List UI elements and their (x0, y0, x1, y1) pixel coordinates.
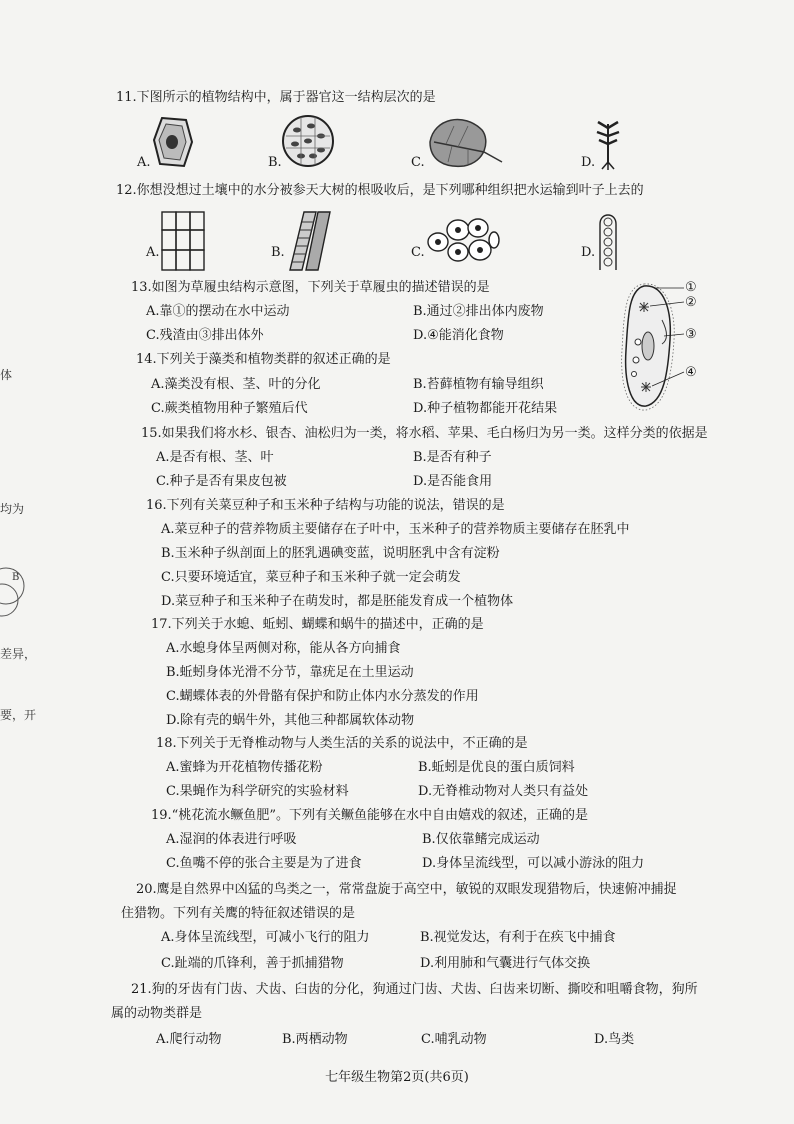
q13-option-c: C.残渣由③排出体外 (146, 328, 264, 343)
edge-fragment: 要，开 (0, 708, 37, 722)
q16-option-b: B.玉米种子纵剖面上的胚乳遇碘变蓝，说明胚乳中含有淀粉 (161, 546, 500, 561)
q21-option-b: B.两栖动物 (282, 1032, 348, 1047)
question-19-stem: 19.“桃花流水鳜鱼肥”。下列有关鳜鱼能够在水中自由嬉戏的叙述，正确的是 (151, 808, 588, 823)
epidermal-cells-figure (424, 212, 500, 268)
q13-option-d: D.④能消化食物 (413, 328, 504, 343)
q15-option-c: C.种子是否有果皮包被 (156, 474, 287, 489)
question-14-stem: 14.下列关于藻类和植物类群的叙述正确的是 (136, 352, 391, 367)
q11-option-b-label: B. (268, 155, 282, 170)
q16-option-a: A.菜豆种子的营养物质主要储存在子叶中，玉米种子的营养物质主要储存在胚乳中 (161, 522, 630, 537)
parenchyma-tissue-figure (160, 210, 206, 272)
question-12-stem: 12.你想没想过土壤中的水分被参天大树的根吸收后，是下列哪种组织把水运输到叶子上去的 (116, 183, 644, 198)
paramecium-callout-4: ④ (685, 365, 697, 380)
question-15-stem: 15.如果我们将水杉、银杏、油松归为一类，将水稻、苹果、毛白杨归为另一类。这样分类的依据是 (141, 426, 708, 441)
paramecium-figure (614, 280, 694, 412)
q19-option-c: C.鱼嘴不停的张合主要是为了进食 (166, 856, 362, 871)
q15-option-a: A.是否有根、茎、叶 (156, 450, 274, 465)
edge-fragment: 差异， (0, 647, 37, 661)
q16-option-d: D.菜豆种子和玉米种子在萌发时，都是胚能发育成一个植物体 (161, 594, 514, 609)
q19-option-d: D.身体呈流线型，可以减小游泳的阻力 (422, 856, 645, 871)
question-20-stem-line-1: 20.鹰是自然界中凶猛的鸟类之一，常常盘旋于高空中，敏锐的双眼发现猎物后，快速俯冲捕捉 (136, 882, 677, 897)
q15-option-d: D.是否能食用 (413, 474, 493, 489)
q19-option-a: A.湿润的体表进行呼吸 (166, 832, 297, 847)
q21-option-c: C.哺乳动物 (421, 1032, 487, 1047)
edge-fragment: 均为 (0, 502, 25, 516)
q15-option-b: B.是否有种子 (413, 450, 492, 465)
q14-option-a: A.藻类没有根、茎、叶的分化 (151, 377, 321, 392)
venn-fragment-figure (0, 562, 34, 618)
q13-option-b: B.通过②排出体内废物 (413, 304, 544, 319)
q19-option-b: B.仅依靠鳍完成运动 (422, 832, 540, 847)
question-16-stem: 16.下列有关菜豆种子和玉米种子结构与功能的说法，错误的是 (146, 498, 505, 513)
vessel-tissue-figure (286, 210, 332, 272)
leaf-figure (424, 112, 504, 170)
q20-option-c: C.趾端的爪锋利，善于抓捕猎物 (161, 956, 344, 971)
meristem-tissue-figure (596, 210, 620, 272)
question-21-stem-line-1: 21.狗的牙齿有门齿、犬齿、臼齿的分化，狗通过门齿、犬齿、臼齿来切断、撕咬和咀嚼食物，狗所 (131, 982, 698, 997)
q18-option-c: C.果蝇作为科学研究的实验材料 (166, 784, 349, 799)
question-11-stem: 11.下图所示的植物结构中，属于器官这一结构层次的是 (116, 90, 436, 105)
edge-fragment: B (12, 572, 20, 583)
edge-fragment: 体 (0, 368, 13, 382)
q11-option-d-label: D. (581, 155, 596, 170)
q21-option-a: A.爬行动物 (156, 1032, 222, 1047)
question-18-stem: 18.下列关于无脊椎动物与人类生活的关系的说法中，不正确的是 (156, 736, 528, 751)
whole-plant-figure (594, 114, 622, 170)
q12-option-a-label: A. (146, 245, 160, 260)
question-17-stem: 17.下列关于水螅、蚯蚓、蝴蝶和蜗牛的描述中，正确的是 (151, 617, 484, 632)
page-footer: 七年级生物第2页(共6页) (325, 1070, 469, 1085)
paramecium-callout-2: ② (685, 295, 697, 310)
q11-option-a-label: A. (137, 155, 151, 170)
q18-option-d: D.无脊椎动物对人类只有益处 (418, 784, 589, 799)
tissue-cells-figure (281, 114, 335, 168)
paramecium-callout-3: ③ (685, 327, 697, 342)
q20-option-b: B.视觉发达，有利于在疾飞中捕食 (420, 930, 616, 945)
q17-option-d: D.除有壳的蜗牛外，其他三种都属软体动物 (166, 713, 415, 728)
question-20-stem-line-2: 住猎物。下列有关鹰的特征叙述错误的是 (121, 906, 356, 921)
question-21-stem-line-2: 属的动物类群是 (111, 1006, 203, 1021)
q17-option-b: B.蚯蚓身体光滑不分节，靠疣足在土里运动 (166, 665, 414, 680)
plant-cell-figure (150, 114, 196, 170)
q12-option-c-label: C. (411, 245, 425, 260)
question-13-stem: 13.如图为草履虫结构示意图，下列关于草履虫的描述错误的是 (131, 280, 490, 295)
q21-option-d: D.鸟类 (594, 1032, 635, 1047)
q20-option-a: A.身体呈流线型，可减小飞行的阻力 (161, 930, 370, 945)
q17-option-c: C.蝴蝶体表的外骨骼有保护和防止体内水分蒸发的作用 (166, 689, 479, 704)
q11-option-c-label: C. (411, 155, 425, 170)
q13-option-a: A.靠①的摆动在水中运动 (146, 304, 290, 319)
q17-option-a: A.水螅身体呈两侧对称，能从各方向捕食 (166, 641, 401, 656)
q14-option-b: B.苔藓植物有输导组织 (413, 377, 544, 392)
q14-option-d: D.种子植物都能开花结果 (413, 401, 558, 416)
q12-option-d-label: D. (581, 245, 596, 260)
q18-option-a: A.蜜蜂为开花植物传播花粉 (166, 760, 323, 775)
q12-option-b-label: B. (271, 245, 285, 260)
q18-option-b: B.蚯蚓是优良的蛋白质饲料 (418, 760, 575, 775)
q16-option-c: C.只要环境适宜，菜豆种子和玉米种子就一定会萌发 (161, 570, 461, 585)
paramecium-callout-1: ① (685, 280, 697, 295)
q20-option-d: D.利用肺和气囊进行气体交换 (420, 956, 591, 971)
q14-option-c: C.蕨类植物用种子繁殖后代 (151, 401, 308, 416)
